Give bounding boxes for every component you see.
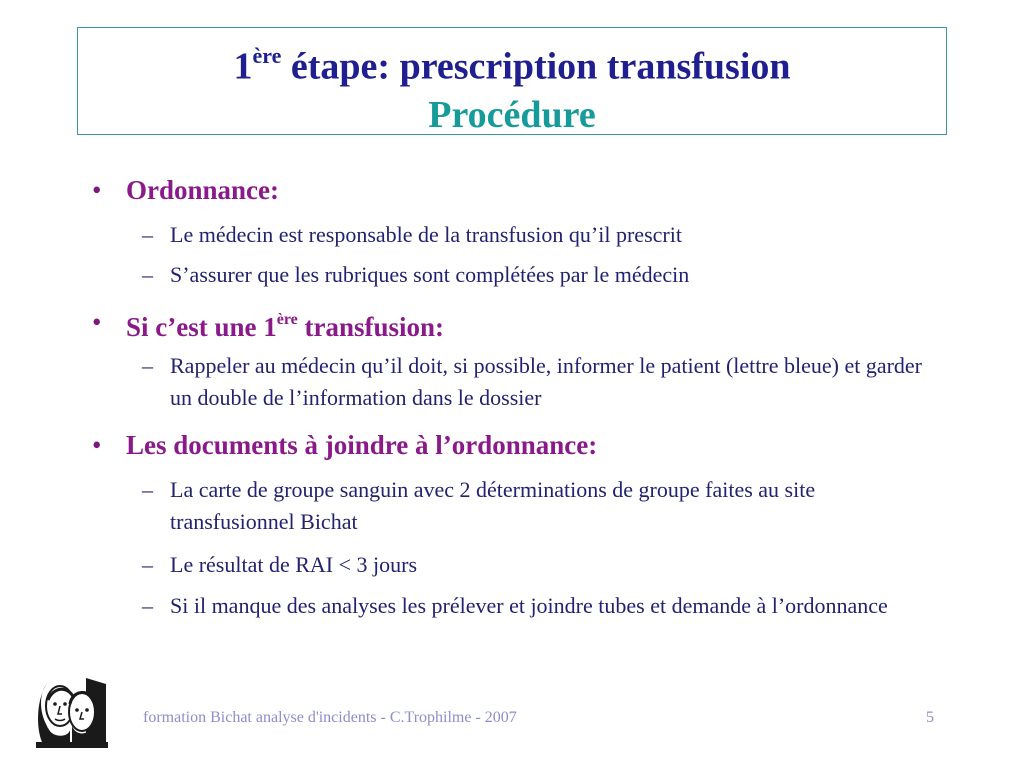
dash-marker: – <box>142 262 153 287</box>
list-item: Rappeler au médecin qu’il doit, si possible, informer le patient (lettre bleue) et garder un double de l’information dans le dossier <box>170 353 923 410</box>
heading-superscript: ère <box>276 311 298 328</box>
title-superscript: ère <box>252 43 282 68</box>
dash-marker: – <box>142 353 153 378</box>
title-rest: étape: prescription transfusion <box>281 45 791 88</box>
dash-marker: – <box>142 593 153 618</box>
bullet-marker: • <box>92 430 102 460</box>
page-number: 5 <box>926 709 934 726</box>
section-heading-premiere-transfusion <box>126 306 444 343</box>
list-item: S’assurer que les rubriques sont complétées par le médecin <box>170 262 690 287</box>
list-item: Si il manque des analyses les prélever et joindre tubes et demande à l’ordonnance <box>170 593 888 618</box>
bullet-marker: • <box>92 175 102 205</box>
dash-marker: – <box>142 222 153 247</box>
heading-prefix: Si c’est une 1 <box>126 312 277 342</box>
section-heading-documents: Les documents à joindre à l’ordonnance: <box>126 430 598 460</box>
list-item: La carte de groupe sanguin avec 2 déterminations de groupe faites au site transfusionnel Bichat <box>170 477 816 534</box>
title-prefix: 1 <box>233 45 253 88</box>
slide-subtitle: Procédure <box>428 93 596 136</box>
dash-marker: – <box>142 552 153 577</box>
bullet-marker: • <box>92 307 102 337</box>
list-item: Le résultat de RAI < 3 jours <box>170 552 418 577</box>
list-item: Le médecin est responsable de la transfusion qu’il prescrit <box>170 222 682 247</box>
footer-text: formation Bichat analyse d'incidents - C.Trophilme - 2007 <box>143 709 517 726</box>
heading-rest: transfusion: <box>297 312 445 342</box>
section-heading-ordonnance: Ordonnance: <box>126 175 280 205</box>
bichat-logo-icon <box>34 672 110 752</box>
dash-marker: – <box>142 477 153 502</box>
